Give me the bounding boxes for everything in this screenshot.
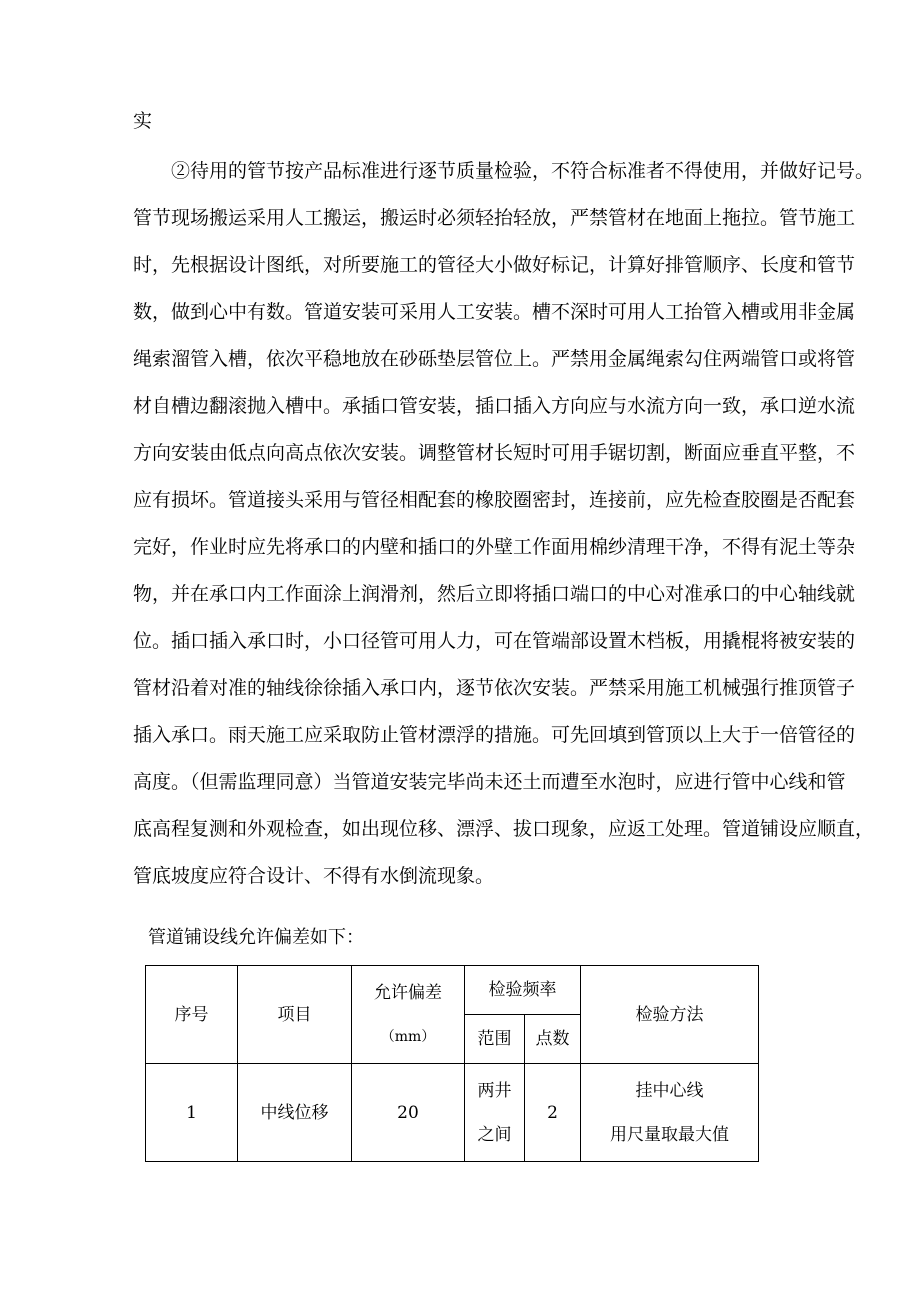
tolerance-table [145, 965, 759, 1162]
header-item: 项目 [238, 966, 352, 1064]
text-line-6: 绳索溜管入槽，依次平稳地放在砂砾垫层管位上。严禁用金属绳索勾住两端管口或将管 [133, 348, 856, 370]
header-frequency: 检验频率 [465, 966, 581, 1015]
table-caption: 管道铺设线允许偏差如下： [148, 927, 364, 948]
text-line-7: 材自槽边翻滚抛入槽中。承插口管安装，插口插入方向应与水流方向一致，承口逆水流 [133, 395, 856, 417]
text-line-1: 实 [133, 110, 153, 132]
text-line-12: 位。插口插入承口时，小口径管可用人力，可在管端部设置木档板，用撬棍将被安装的 [133, 630, 856, 652]
row-item: 中线位移 [238, 1064, 352, 1162]
table-row [146, 1064, 759, 1162]
text-line-15: 高度。（但需监理同意）当管道安装完毕尚未还土而遭至水泡时，应进行管中心线和管 [133, 771, 846, 793]
row-range-line1: 两井 [477, 1080, 512, 1101]
text-line-11: 物，并在承口内工作面涂上润滑剂，然后立即将插口端口的中心对准承口的中心轴线就 [133, 583, 856, 605]
row-method [581, 1064, 759, 1162]
header-method: 检验方法 [581, 966, 759, 1064]
row-range-line2: 之间 [477, 1124, 512, 1145]
row-index: 1 [146, 1064, 238, 1162]
text-line-17: 管底坡度应符合设计、不得有水倒流现象。 [133, 865, 495, 887]
row-method-line2: 用尺量取最大值 [610, 1124, 729, 1145]
header-tolerance [352, 966, 465, 1064]
row-range [465, 1064, 525, 1162]
text-line-5: 数，做到心中有数。管道安装可采用人工安装。槽不深时可用人工抬管入槽或用非金属 [133, 301, 856, 323]
text-line-4: 时，先根据设计图纸，对所要施工的管径大小做好标记，计算好排管顺序、长度和管节 [133, 254, 856, 276]
row-method-line1: 挂中心线 [635, 1080, 704, 1101]
text-line-10: 完好，作业时应先将承口的内壁和插口的外壁工作面用棉纱清理干净，不得有泥土等杂 [133, 536, 856, 558]
text-line-8: 方向安装由低点向高点依次安装。调整管材长短时可用手锯切割，断面应垂直平整，不 [133, 442, 856, 464]
text-line-2: ②待用的管节按产品标准进行逐节质量检验，不符合标准者不得使用，并做好记号。 [171, 160, 875, 182]
text-line-16: 底高程复测和外观检查，如出现位移、漂浮、拔口现象，应返工处理。管道铺设应顺直， [133, 818, 875, 840]
text-line-9: 应有损坏。管道接头采用与管径相配套的橡胶圈密封，连接前，应先检查胶圈是否配套 [133, 489, 856, 511]
header-tolerance-label: 允许偏差 [374, 982, 442, 1003]
header-range: 范围 [465, 1015, 525, 1064]
text-line-13: 管材沿着对准的轴线徐徐插入承口内，逐节依次安装。严禁采用施工机械强行推顶管子 [133, 677, 856, 699]
row-points: 2 [525, 1064, 581, 1162]
header-points: 点数 [525, 1015, 581, 1064]
header-tolerance-unit: （mm） [380, 1028, 436, 1045]
row-tolerance: 20 [352, 1064, 465, 1162]
text-line-14: 插入承口。雨天施工应采取防止管材漂浮的措施。可先回填到管顶以上大于一倍管径的 [133, 724, 856, 746]
text-line-3: 管节现场搬运采用人工搬运，搬运时必须轻抬轻放，严禁管材在地面上拖拉。管节施工 [133, 207, 856, 229]
header-index: 序号 [146, 966, 238, 1064]
